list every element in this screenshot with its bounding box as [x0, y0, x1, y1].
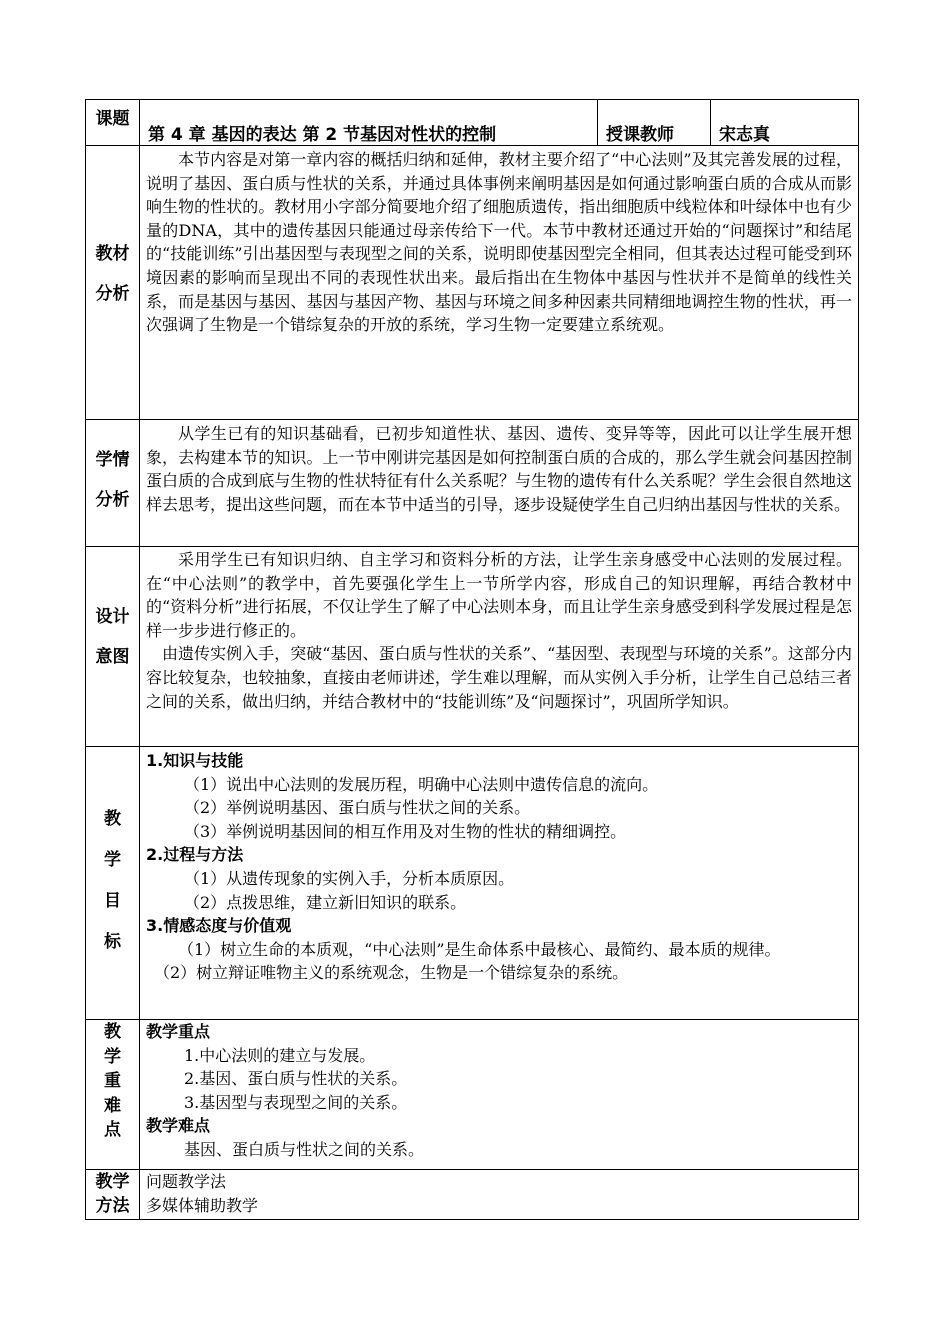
- student-analysis-label-cell: [86, 420, 140, 547]
- method-item-2: 多媒体辅助教学: [146, 1195, 259, 1215]
- course-label-cell: [86, 100, 140, 146]
- course-title-cell: [140, 100, 598, 146]
- teacher-name-cell: [711, 100, 859, 146]
- objectives-s3-item-1: （1）树立生命的本质观，“中心法则”是生命体系中最核心、最简约、最本质的规律。: [178, 939, 781, 959]
- student-analysis-content: [140, 420, 859, 547]
- teacher-label-cell: [598, 100, 711, 146]
- methods-label-2: 方法: [95, 1196, 130, 1216]
- key-points-label-char-4: 难: [104, 1095, 121, 1116]
- key-points-label-cell: [86, 1020, 140, 1170]
- objectives-label-char-2: 学: [104, 850, 121, 870]
- objectives-section-3-title: 3.情感态度与价值观: [146, 916, 292, 936]
- teaching-focus-title: 教学重点: [146, 1022, 211, 1041]
- objectives-s1-item-2: （2）举例说明基因、蛋白质与性状之间的关系。: [184, 798, 531, 818]
- objectives-section-1-title: 1.知识与技能: [146, 751, 244, 770]
- objectives-label-cell: [86, 747, 140, 1020]
- methods-label-cell: [86, 1170, 140, 1220]
- design-intent-label-2: 意图: [95, 647, 130, 667]
- objectives-s2-item-1: （1）从遗传现象的实例入手，分析本质原因。: [184, 868, 515, 888]
- teaching-focus-item-2: 2.基因、蛋白质与性状的关系。: [184, 1069, 408, 1089]
- objectives-s3-item-2: （2）树立辩证唯物主义的系统观念，生物是一个错综复杂的系统。: [154, 963, 629, 983]
- objectives-row: [86, 747, 859, 1020]
- textbook-analysis-text: 本节内容是对第一章内容的概括归纳和延伸，教材主要介绍了“中心法则”及其完善发展的过程，说明了基因、蛋白质与性状的关系，并通过具体事例来阐明基因是如何通过影响蛋白质的合成从而影响生物的性状的。教材用小字部分简要地介绍了细胞质遗传，指出细胞质中线粒体和叶绿体中也有少量的DNA，其中的遗传基因只能通过母亲传给下一代。本节中教材还通过开始的“问题探讨”和结尾的“技能训练”引出基因型与表现型之间的关系，说明即使基因型完全相同，但其表达过程可能受到环境因素的影响而呈现出不同的表现性状出来。最后指出在生物体中基因与性状并不是简单的线性关系，而是基因与基因、基因与基因产物、基因与环境之间多种因素共同精细地调控生物的性状，再一次强调了生物是一个错综复杂的开放的系统，学习生物一定要建立系统观。: [146, 150, 852, 335]
- methods-label-1: 教学: [95, 1172, 130, 1192]
- key-points-label-char-3: 重: [104, 1071, 121, 1091]
- objectives-s1-item-1: （1）说出中心法则的发展历程，明确中心法则中遗传信息的流向。: [184, 774, 659, 794]
- student-analysis-row: [86, 420, 859, 547]
- textbook-analysis-row: [86, 146, 859, 420]
- objectives-s2-item-2: （2）点拨思维，建立新旧知识的联系。: [184, 892, 467, 912]
- textbook-analysis-label-1: 教材: [95, 244, 130, 264]
- teaching-difficulty-title: 教学难点: [146, 1116, 211, 1136]
- methods-content: [140, 1170, 859, 1220]
- header-row: [86, 100, 859, 146]
- teacher-label: 授课教师: [606, 125, 674, 145]
- objectives-section-2-title: 2.过程与方法: [146, 845, 244, 865]
- lesson-plan-table: [85, 99, 859, 1220]
- design-intent-label-1: 设计: [95, 607, 130, 627]
- student-analysis-label-1: 学情: [95, 450, 130, 470]
- textbook-analysis-label-2: 分析: [95, 284, 130, 304]
- objectives-label-char-4: 标: [104, 932, 121, 952]
- teacher-name: 宋志真: [719, 125, 770, 145]
- objectives-s1-item-3: （3）举例说明基因间的相互作用及对生物的性状的精细调控。: [184, 821, 627, 841]
- design-intent-label-cell: [86, 547, 140, 747]
- design-intent-para-2: 由遗传实例入手，突破“基因、蛋白质与性状的关系”、“基因型、表现型与环境的关系”。这部分内容比较复杂，也较抽象，直接由老师讲述，学生难以理解，而从实例入手分析，让学生自己总结三者之间的关系，做出归纳，并结合教材中的“技能训练”及“问题探讨”，巩固所学知识。: [146, 644, 852, 711]
- course-label: 课题: [95, 109, 130, 129]
- objectives-label-char-3: 目: [104, 891, 121, 911]
- objectives-label-char-1: 教: [104, 809, 121, 829]
- key-points-label-char-2: 学: [104, 1046, 121, 1067]
- methods-row: [86, 1170, 859, 1220]
- teaching-focus-item-3: 3.基因型与表现型之间的关系。: [184, 1092, 408, 1112]
- objectives-content: [140, 747, 859, 1020]
- design-intent-row: [86, 547, 859, 747]
- course-title: 第 4 章 基因的表达 第 2 节基因对性状的控制: [148, 125, 497, 145]
- key-points-label-char-1: 教: [104, 1022, 121, 1042]
- textbook-analysis-label-cell: [86, 146, 140, 420]
- design-intent-content: [140, 547, 859, 747]
- key-points-label-char-5: 点: [104, 1120, 121, 1140]
- student-analysis-label-2: 分析: [95, 490, 130, 510]
- method-item-1: 问题教学法: [146, 1172, 227, 1191]
- key-points-row: [86, 1020, 859, 1170]
- teaching-focus-item-1: 1.中心法则的建立与发展。: [184, 1045, 376, 1065]
- textbook-analysis-content: [140, 146, 859, 420]
- teaching-difficulty-text: 基因、蛋白质与性状之间的关系。: [184, 1139, 425, 1159]
- student-analysis-text: 从学生已有的知识基础看，已初步知道性状、基因、遗传、变异等等，因此可以让学生展开想象，去构建本节的知识。上一节中刚讲完基因是如何控制蛋白质的合成的，那么学生就会问基因控制蛋白质的合成到底与生物的性状特征有什么关系呢？与生物的遗传有什么关系呢？学生会很自然地这样去思考，提出这些问题，而在本节中适当的引导，逐步设疑使学生自己归纳出基因与性状的关系。: [146, 424, 852, 514]
- design-intent-para-1: 采用学生已有知识归纳、自主学习和资料分析的方法，让学生亲身感受中心法则的发展过程。在“中心法则”的教学中，首先要强化学生上一节所学内容，形成自己的知识理解，再结合教材中的“资料分析”进行拓展，不仅让学生了解了中心法则本身，而且让学生亲身感受到科学发展过程是怎样一步步进行修正的。: [146, 550, 852, 640]
- key-points-content: [140, 1020, 859, 1170]
